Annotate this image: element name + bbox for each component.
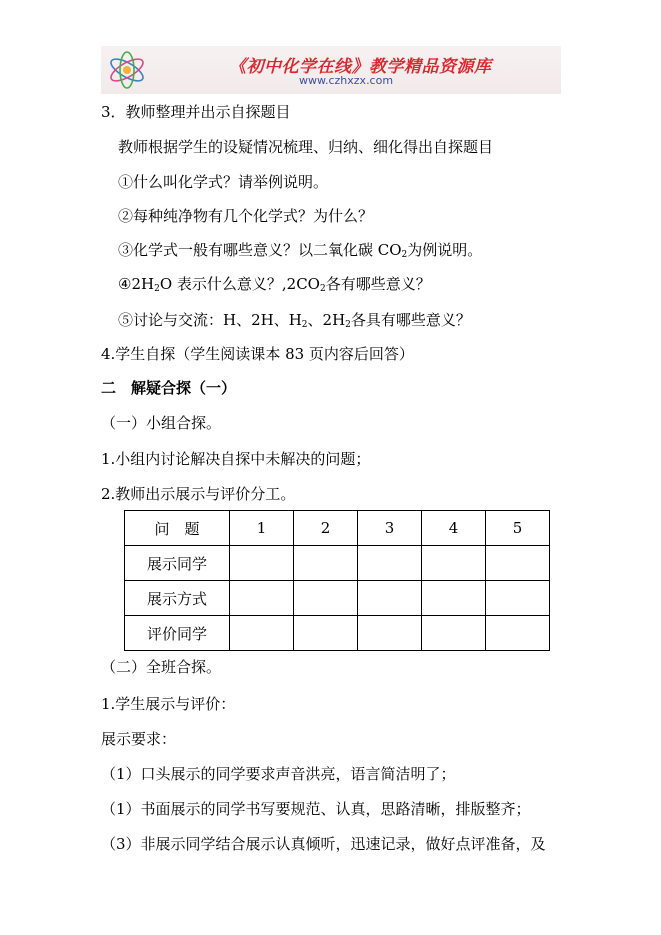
- paragraph: 4.学生自探（学生阅读课本 83 页内容后回答）: [101, 345, 414, 363]
- table-row: [125, 616, 550, 651]
- paragraph: 教师根据学生的设疑情况梳理、归纳、细化得出自探题目: [118, 138, 494, 156]
- table-cell: [230, 616, 294, 651]
- question-4-text-end: 各有哪些意义？: [325, 275, 431, 293]
- question-3-text-end: 为例说明。: [407, 241, 483, 259]
- table-header-cell: 2: [294, 511, 358, 546]
- question-5-text-mid: 、2H: [307, 311, 346, 329]
- header-banner: [101, 46, 561, 94]
- table-header-cell: 1: [230, 511, 294, 546]
- section-heading: 3．教师整理并出示自探题目: [101, 103, 291, 121]
- table-row-label: 展示方式: [125, 581, 230, 616]
- table-header-cell: 问 题: [125, 511, 230, 546]
- subscript: 2: [301, 320, 308, 330]
- table-cell: [358, 616, 422, 651]
- table-row-label: 评价同学: [125, 616, 230, 651]
- table-cell: [358, 546, 422, 581]
- table-cell: [422, 616, 486, 651]
- question-5-text-end: 各具有哪些意义？: [350, 311, 471, 329]
- question-1: ①什么叫化学式？请举例说明。: [118, 173, 329, 191]
- requirement-item: （1）书面展示的同学书写要规范、认真，思路清晰，排版整齐；: [101, 800, 531, 818]
- table-row: [125, 581, 550, 616]
- question-4-text: ④2H: [118, 275, 155, 293]
- subscript: 2: [345, 320, 351, 330]
- section-heading: 二 解疑合探（一）: [101, 379, 237, 397]
- table-row: [125, 546, 550, 581]
- atom-logo-icon: [105, 48, 149, 92]
- paragraph: （二）全班合探。: [101, 658, 222, 676]
- table-cell: [230, 546, 294, 581]
- table-header-cell: 5: [486, 511, 550, 546]
- table-cell: [422, 581, 486, 616]
- paragraph: 2.教师出示展示与评价分工。: [101, 485, 296, 503]
- table-header-row: [125, 511, 550, 546]
- table-cell: [486, 616, 550, 651]
- subscript: 2: [154, 284, 160, 294]
- subscript: 2: [401, 250, 408, 260]
- requirement-item: （3）非展示同学结合展示认真倾听，迅速记录，做好点评准备，及: [101, 835, 546, 853]
- question-4-text-mid: O 表示什么意义？,2CO: [159, 275, 320, 293]
- table-header-cell: 3: [358, 511, 422, 546]
- table-header-cell: 4: [422, 511, 486, 546]
- question-3: [118, 240, 482, 265]
- subscript: 2: [319, 284, 326, 294]
- table-cell: [358, 581, 422, 616]
- question-2: ②每种纯净物有几个化学式？为什么？: [118, 207, 374, 225]
- table-cell: [422, 546, 486, 581]
- table-cell: [294, 616, 358, 651]
- table-cell: [486, 546, 550, 581]
- paragraph: （一）小组合探。: [101, 414, 222, 432]
- paragraph: 1.学生展示与评价：: [101, 695, 236, 713]
- question-5: [118, 310, 471, 335]
- question-4: [118, 274, 431, 299]
- question-5-text: ⑤讨论与交流：H、2H、H: [118, 311, 302, 329]
- banner-title: 《初中化学在线》教学精品资源库: [229, 57, 492, 77]
- table-cell: [230, 581, 294, 616]
- paragraph: 展示要求：: [101, 730, 177, 748]
- paragraph: 1.小组内讨论解决自探中未解决的问题；: [101, 450, 371, 468]
- table-cell: [294, 581, 358, 616]
- banner-url: www.czhxzx.com: [299, 74, 394, 87]
- table-cell: [294, 546, 358, 581]
- table-row-label: 展示同学: [125, 546, 230, 581]
- requirement-item: （1）口头展示的同学要求声音洪亮，语言简洁明了；: [101, 765, 456, 783]
- evaluation-table: [124, 510, 550, 651]
- table-cell: [486, 581, 550, 616]
- question-3-text: ③化学式一般有哪些意义？以二氧化碳 CO: [118, 241, 402, 259]
